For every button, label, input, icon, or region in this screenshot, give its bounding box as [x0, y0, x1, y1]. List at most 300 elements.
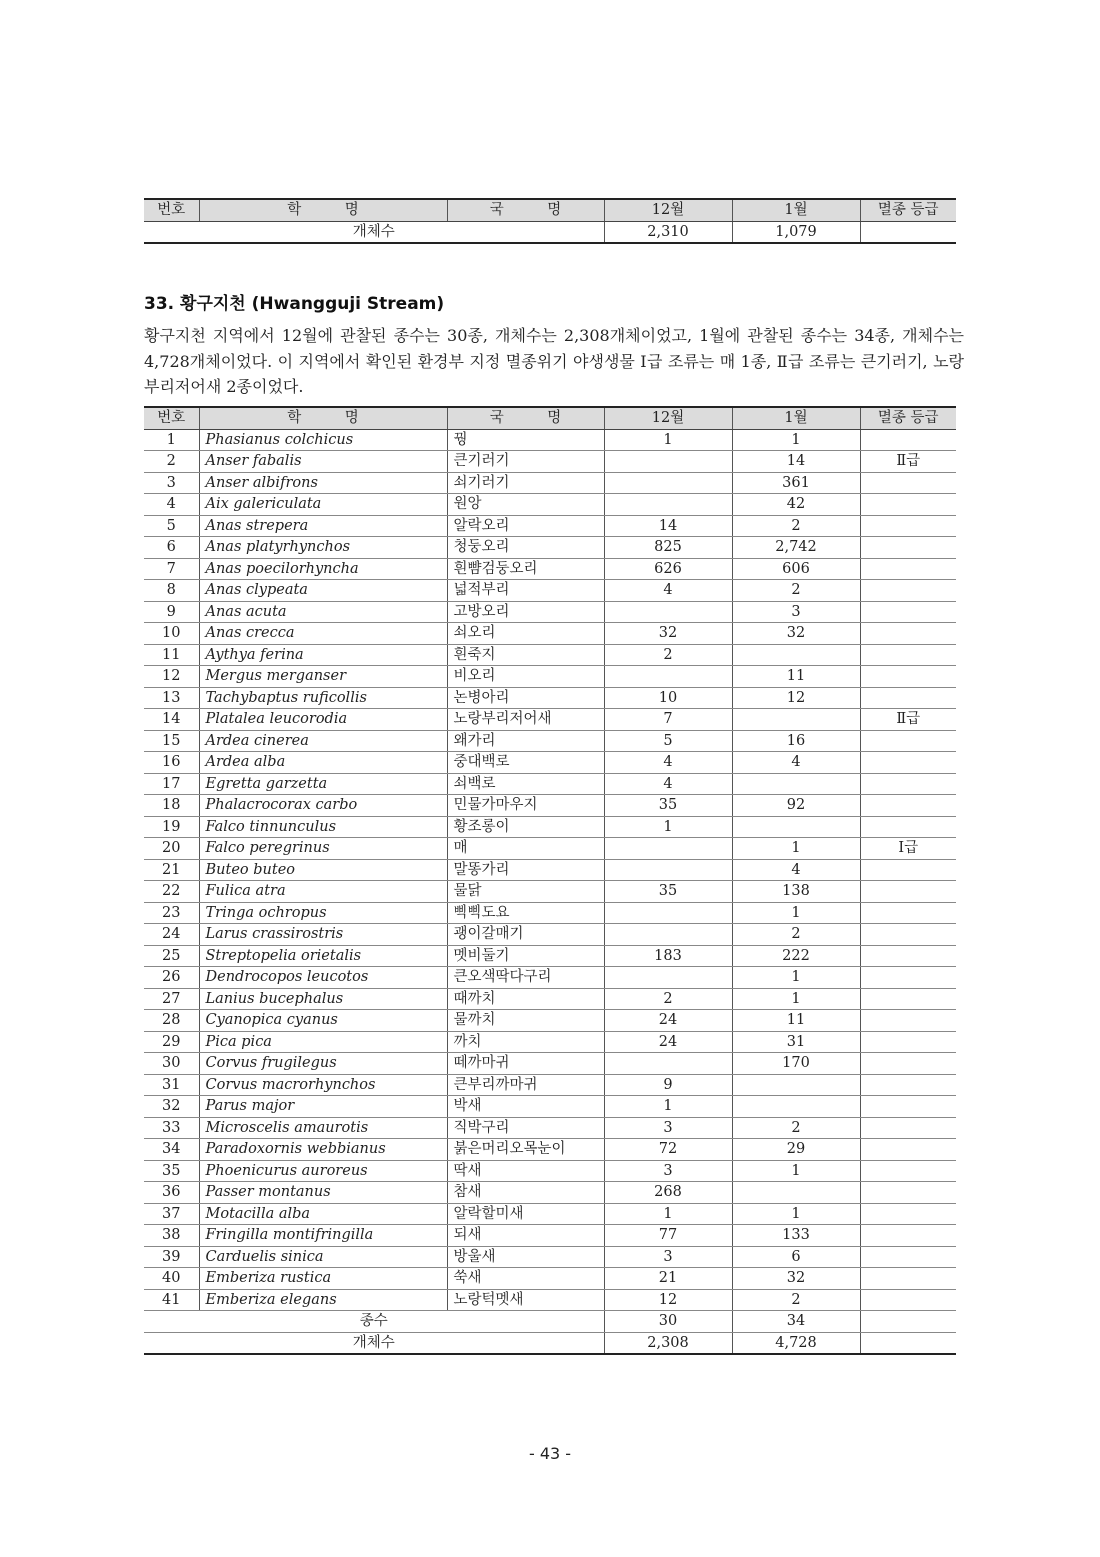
header-january: 1월 [732, 407, 860, 429]
table-row [144, 1160, 956, 1182]
cell-january: 14 [732, 451, 860, 473]
cell-korean-name: 청둥오리 [447, 537, 604, 559]
cell-korean-name: 노랑턱멧새 [447, 1289, 604, 1311]
cell-scientific-name: Buteo buteo [199, 859, 447, 881]
table-row [144, 580, 956, 602]
table-header-row [144, 407, 956, 429]
cell-scientific-name: Anser fabalis [199, 451, 447, 473]
table-row [144, 1096, 956, 1118]
cell-december [604, 472, 732, 494]
cell-no: 6 [144, 537, 199, 559]
table-row [144, 601, 956, 623]
header-no: 번호 [144, 407, 199, 429]
cell-scientific-name: Mergus merganser [199, 666, 447, 688]
table-row [144, 730, 956, 752]
cell-endangered-grade [860, 1096, 956, 1118]
cell-december: 626 [604, 558, 732, 580]
individuals-december: 2,308 [604, 1332, 732, 1354]
cell-january: 1 [732, 902, 860, 924]
cell-january: 133 [732, 1225, 860, 1247]
individuals-january: 1,079 [732, 221, 860, 243]
cell-december [604, 902, 732, 924]
cell-december [604, 451, 732, 473]
cell-december: 1 [604, 816, 732, 838]
cell-december: 4 [604, 752, 732, 774]
cell-korean-name: 비오리 [447, 666, 604, 688]
cell-korean-name: 박새 [447, 1096, 604, 1118]
cell-january: 138 [732, 881, 860, 903]
table-row [144, 666, 956, 688]
cell-no: 40 [144, 1268, 199, 1290]
cell-endangered-grade [860, 1182, 956, 1204]
table-row [144, 1225, 956, 1247]
cell-no: 22 [144, 881, 199, 903]
cell-january [732, 1182, 860, 1204]
table-row [144, 623, 956, 645]
cell-korean-name: 참새 [447, 1182, 604, 1204]
cell-december [604, 1053, 732, 1075]
cell-endangered-grade [860, 902, 956, 924]
cell-december: 12 [604, 1289, 732, 1311]
cell-scientific-name: Falco tinnunculus [199, 816, 447, 838]
cell-endangered-grade [860, 1117, 956, 1139]
cell-korean-name: 멧비둘기 [447, 945, 604, 967]
cell-january: 42 [732, 494, 860, 516]
cell-scientific-name: Lanius bucephalus [199, 988, 447, 1010]
cell-endangered-grade: Ⅰ급 [860, 838, 956, 860]
cell-scientific-name: Platalea leucorodia [199, 709, 447, 731]
cell-korean-name: 민물가마우지 [447, 795, 604, 817]
cell-korean-name: 쇠오리 [447, 623, 604, 645]
cell-scientific-name: Anas crecca [199, 623, 447, 645]
species-total-january: 34 [732, 1311, 860, 1333]
table-row [144, 515, 956, 537]
cell-no: 8 [144, 580, 199, 602]
cell-january [732, 1096, 860, 1118]
cell-no: 13 [144, 687, 199, 709]
cell-no: 1 [144, 429, 199, 451]
cell-endangered-grade [860, 1031, 956, 1053]
table-row [144, 1031, 956, 1053]
table-row [144, 1139, 956, 1161]
table-row [144, 558, 956, 580]
cell-no: 7 [144, 558, 199, 580]
cell-january: 4 [732, 752, 860, 774]
cell-korean-name: 알락할미새 [447, 1203, 604, 1225]
cell-endangered-grade [860, 1246, 956, 1268]
cell-scientific-name: Aythya ferina [199, 644, 447, 666]
table-row [144, 838, 956, 860]
cell-january: 606 [732, 558, 860, 580]
cell-endangered-grade [860, 752, 956, 774]
table-row [144, 1053, 956, 1075]
table-row [144, 644, 956, 666]
cell-korean-name: 붉은머리오목눈이 [447, 1139, 604, 1161]
cell-endangered-grade [860, 945, 956, 967]
cell-endangered-grade [860, 1139, 956, 1161]
table-row [144, 472, 956, 494]
cell-endangered-grade [860, 1053, 956, 1075]
cell-korean-name: 떼까마귀 [447, 1053, 604, 1075]
cell-scientific-name: Fulica atra [199, 881, 447, 903]
cell-endangered-grade [860, 494, 956, 516]
cell-korean-name: 괭이갈매기 [447, 924, 604, 946]
section-title: 33. 황구지천 (Hwangguji Stream) [144, 294, 445, 314]
cell-december: 10 [604, 687, 732, 709]
cell-scientific-name: Anas poecilorhyncha [199, 558, 447, 580]
cell-korean-name: 삑삑도요 [447, 902, 604, 924]
cell-no: 23 [144, 902, 199, 924]
table-row [144, 1268, 956, 1290]
table-row [144, 1117, 956, 1139]
cell-endangered-grade [860, 1074, 956, 1096]
cell-korean-name: 넓적부리 [447, 580, 604, 602]
cell-scientific-name: Aix galericulata [199, 494, 447, 516]
cell-scientific-name: Streptopelia orietalis [199, 945, 447, 967]
cell-january: 170 [732, 1053, 860, 1075]
cell-december: 32 [604, 623, 732, 645]
cell-december: 35 [604, 795, 732, 817]
cell-december: 7 [604, 709, 732, 731]
cell-endangered-grade: Ⅱ급 [860, 709, 956, 731]
cell-scientific-name: Anas platyrhynchos [199, 537, 447, 559]
cell-no: 41 [144, 1289, 199, 1311]
section-paragraph: 황구지천 지역에서 12월에 관찰된 종수는 30종, 개체수는 2,308개체이었고, 1월에 관찰된 종수는 34종, 개체수는 4,728개체이었다. 이 지역에서 확인된 환경부 지정 멸종위기 야생생물 Ⅰ급 조류는 매 1종, Ⅱ급 조류는 큰기러기, 노랑부리저어새 2종이었다. [144, 326, 964, 396]
cell-scientific-name: Tringa ochropus [199, 902, 447, 924]
header-no: 번호 [144, 199, 199, 221]
cell-scientific-name: Emberiza rustica [199, 1268, 447, 1290]
cell-scientific-name: Falco peregrinus [199, 838, 447, 860]
cell-january: 2 [732, 580, 860, 602]
cell-december: 1 [604, 1096, 732, 1118]
table-row [144, 859, 956, 881]
species-total-grade [860, 1311, 956, 1333]
cell-endangered-grade [860, 1203, 956, 1225]
cell-endangered-grade [860, 687, 956, 709]
cell-no: 17 [144, 773, 199, 795]
cell-endangered-grade [860, 580, 956, 602]
cell-endangered-grade [860, 859, 956, 881]
table-row [144, 795, 956, 817]
table-row [144, 752, 956, 774]
cell-scientific-name: Passer montanus [199, 1182, 447, 1204]
individuals-label: 개체수 [144, 1332, 604, 1354]
cell-endangered-grade [860, 1289, 956, 1311]
cell-january: 1 [732, 1160, 860, 1182]
header-january: 1월 [732, 199, 860, 221]
cell-endangered-grade [860, 816, 956, 838]
cell-korean-name: 쇠백로 [447, 773, 604, 795]
individuals-total-row [144, 221, 956, 243]
cell-korean-name: 딱새 [447, 1160, 604, 1182]
cell-scientific-name: Corvus frugilegus [199, 1053, 447, 1075]
cell-no: 10 [144, 623, 199, 645]
cell-december: 3 [604, 1160, 732, 1182]
cell-korean-name: 큰오색딱다구리 [447, 967, 604, 989]
cell-endangered-grade [860, 773, 956, 795]
cell-december: 3 [604, 1246, 732, 1268]
cell-endangered-grade [860, 601, 956, 623]
cell-january: 92 [732, 795, 860, 817]
bird-survey-table [144, 406, 956, 1355]
cell-no: 31 [144, 1074, 199, 1096]
cell-december: 268 [604, 1182, 732, 1204]
header-scientific-name: 학 명 [199, 407, 447, 429]
cell-scientific-name: Phalacrocorax carbo [199, 795, 447, 817]
cell-january: 4 [732, 859, 860, 881]
cell-scientific-name: Egretta garzetta [199, 773, 447, 795]
species-total-december: 30 [604, 1311, 732, 1333]
cell-korean-name: 논병아리 [447, 687, 604, 709]
cell-endangered-grade [860, 666, 956, 688]
cell-december: 4 [604, 773, 732, 795]
cell-scientific-name: Ardea alba [199, 752, 447, 774]
cell-december: 2 [604, 988, 732, 1010]
cell-december: 9 [604, 1074, 732, 1096]
header-korean-name: 국 명 [447, 199, 604, 221]
cell-korean-name: 되새 [447, 1225, 604, 1247]
cell-december: 35 [604, 881, 732, 903]
cell-korean-name: 노랑부리저어새 [447, 709, 604, 731]
cell-scientific-name: Carduelis sinica [199, 1246, 447, 1268]
table-row [144, 902, 956, 924]
cell-december [604, 859, 732, 881]
cell-january: 2 [732, 1289, 860, 1311]
cell-no: 4 [144, 494, 199, 516]
cell-korean-name: 까치 [447, 1031, 604, 1053]
cell-january [732, 644, 860, 666]
cell-january: 1 [732, 1203, 860, 1225]
cell-scientific-name: Corvus macrorhynchos [199, 1074, 447, 1096]
cell-no: 2 [144, 451, 199, 473]
cell-scientific-name: Phoenicurus auroreus [199, 1160, 447, 1182]
cell-korean-name: 매 [447, 838, 604, 860]
cell-december [604, 494, 732, 516]
cell-january [732, 709, 860, 731]
cell-korean-name: 왜가리 [447, 730, 604, 752]
cell-january: 1 [732, 967, 860, 989]
cell-endangered-grade [860, 537, 956, 559]
cell-no: 24 [144, 924, 199, 946]
individuals-grade [860, 221, 956, 243]
cell-korean-name: 물닭 [447, 881, 604, 903]
cell-korean-name: 중대백로 [447, 752, 604, 774]
cell-scientific-name: Microscelis amaurotis [199, 1117, 447, 1139]
cell-endangered-grade [860, 967, 956, 989]
table-row [144, 1203, 956, 1225]
cell-january: 222 [732, 945, 860, 967]
cell-endangered-grade [860, 558, 956, 580]
cell-january [732, 773, 860, 795]
cell-no: 35 [144, 1160, 199, 1182]
header-december: 12월 [604, 407, 732, 429]
cell-december [604, 924, 732, 946]
cell-december: 24 [604, 1031, 732, 1053]
cell-december: 183 [604, 945, 732, 967]
species-total-label: 종수 [144, 1311, 604, 1333]
cell-january: 2 [732, 515, 860, 537]
table-row [144, 945, 956, 967]
cell-january: 361 [732, 472, 860, 494]
cell-endangered-grade [860, 515, 956, 537]
individuals-january: 4,728 [732, 1332, 860, 1354]
cell-scientific-name: Parus major [199, 1096, 447, 1118]
cell-december: 825 [604, 537, 732, 559]
header-endangered-grade: 멸종 등급 [860, 407, 956, 429]
cell-no: 34 [144, 1139, 199, 1161]
table-header-row [144, 199, 956, 221]
cell-endangered-grade [860, 795, 956, 817]
cell-no: 29 [144, 1031, 199, 1053]
table-row [144, 709, 956, 731]
table-row [144, 881, 956, 903]
cell-scientific-name: Phasianus colchicus [199, 429, 447, 451]
header-december: 12월 [604, 199, 732, 221]
cell-scientific-name: Ardea cinerea [199, 730, 447, 752]
cell-january: 3 [732, 601, 860, 623]
cell-december: 72 [604, 1139, 732, 1161]
table-row [144, 451, 956, 473]
cell-korean-name: 큰부리까마귀 [447, 1074, 604, 1096]
cell-scientific-name: Fringilla montifringilla [199, 1225, 447, 1247]
cell-no: 25 [144, 945, 199, 967]
page-number: - 43 - [528, 1444, 572, 1463]
cell-endangered-grade [860, 472, 956, 494]
cell-no: 15 [144, 730, 199, 752]
cell-korean-name: 알락오리 [447, 515, 604, 537]
table-row [144, 773, 956, 795]
cell-endangered-grade [860, 1010, 956, 1032]
cell-korean-name: 때까치 [447, 988, 604, 1010]
cell-december: 77 [604, 1225, 732, 1247]
individuals-grade [860, 1332, 956, 1354]
cell-january: 1 [732, 838, 860, 860]
cell-no: 28 [144, 1010, 199, 1032]
table-row [144, 988, 956, 1010]
cell-no: 21 [144, 859, 199, 881]
cell-january: 11 [732, 666, 860, 688]
cell-korean-name: 말똥가리 [447, 859, 604, 881]
table-row [144, 1074, 956, 1096]
cell-korean-name: 원앙 [447, 494, 604, 516]
header-korean-name: 국 명 [447, 407, 604, 429]
cell-endangered-grade [860, 924, 956, 946]
cell-december: 21 [604, 1268, 732, 1290]
table-row [144, 687, 956, 709]
cell-december: 24 [604, 1010, 732, 1032]
cell-no: 18 [144, 795, 199, 817]
individuals-total-row [144, 1332, 956, 1354]
table-row [144, 924, 956, 946]
cell-korean-name: 직박구리 [447, 1117, 604, 1139]
cell-no: 30 [144, 1053, 199, 1075]
table-row [144, 494, 956, 516]
cell-scientific-name: Anser albifrons [199, 472, 447, 494]
cell-korean-name: 쑥새 [447, 1268, 604, 1290]
cell-scientific-name: Emberiza elegans [199, 1289, 447, 1311]
cell-no: 26 [144, 967, 199, 989]
cell-scientific-name: Anas strepera [199, 515, 447, 537]
cell-no: 11 [144, 644, 199, 666]
table-row [144, 816, 956, 838]
cell-december: 3 [604, 1117, 732, 1139]
cell-korean-name: 흰뺨검둥오리 [447, 558, 604, 580]
table-row [144, 537, 956, 559]
cell-january: 2 [732, 924, 860, 946]
cell-december: 4 [604, 580, 732, 602]
cell-december [604, 838, 732, 860]
cell-january: 2,742 [732, 537, 860, 559]
cell-no: 3 [144, 472, 199, 494]
cell-december [604, 967, 732, 989]
cell-endangered-grade [860, 623, 956, 645]
table-row [144, 429, 956, 451]
cell-endangered-grade [860, 644, 956, 666]
individuals-december: 2,310 [604, 221, 732, 243]
cell-december [604, 601, 732, 623]
cell-january [732, 1074, 860, 1096]
species-total-row [144, 1311, 956, 1333]
cell-endangered-grade [860, 1268, 956, 1290]
cell-january: 32 [732, 1268, 860, 1290]
table-row [144, 1182, 956, 1204]
cell-no: 19 [144, 816, 199, 838]
cell-january: 16 [732, 730, 860, 752]
individuals-label: 개체수 [144, 221, 604, 243]
cell-no: 14 [144, 709, 199, 731]
cell-january: 32 [732, 623, 860, 645]
cell-january: 31 [732, 1031, 860, 1053]
table-row [144, 1246, 956, 1268]
cell-december: 5 [604, 730, 732, 752]
cell-january: 6 [732, 1246, 860, 1268]
cell-january: 1 [732, 988, 860, 1010]
cell-korean-name: 흰죽지 [447, 644, 604, 666]
cell-scientific-name: Pica pica [199, 1031, 447, 1053]
cell-korean-name: 황조롱이 [447, 816, 604, 838]
cell-january: 1 [732, 429, 860, 451]
cell-december: 1 [604, 1203, 732, 1225]
cell-scientific-name: Anas acuta [199, 601, 447, 623]
cell-scientific-name: Motacilla alba [199, 1203, 447, 1225]
cell-scientific-name: Anas clypeata [199, 580, 447, 602]
cell-korean-name: 쇠기러기 [447, 472, 604, 494]
cell-no: 16 [144, 752, 199, 774]
cell-no: 38 [144, 1225, 199, 1247]
cell-endangered-grade [860, 1225, 956, 1247]
cell-scientific-name: Dendrocopos leucotos [199, 967, 447, 989]
cell-korean-name: 고방오리 [447, 601, 604, 623]
cell-december [604, 666, 732, 688]
cell-no: 12 [144, 666, 199, 688]
header-endangered-grade: 멸종 등급 [860, 199, 956, 221]
cell-no: 9 [144, 601, 199, 623]
cell-january: 11 [732, 1010, 860, 1032]
cell-january [732, 816, 860, 838]
cell-korean-name: 꿩 [447, 429, 604, 451]
table-row [144, 967, 956, 989]
cell-january: 29 [732, 1139, 860, 1161]
cell-scientific-name: Cyanopica cyanus [199, 1010, 447, 1032]
cell-korean-name: 방울새 [447, 1246, 604, 1268]
cell-january: 12 [732, 687, 860, 709]
cell-endangered-grade [860, 988, 956, 1010]
cell-no: 20 [144, 838, 199, 860]
cell-scientific-name: Tachybaptus ruficollis [199, 687, 447, 709]
cell-korean-name: 큰기러기 [447, 451, 604, 473]
cell-no: 33 [144, 1117, 199, 1139]
cell-endangered-grade [860, 1160, 956, 1182]
